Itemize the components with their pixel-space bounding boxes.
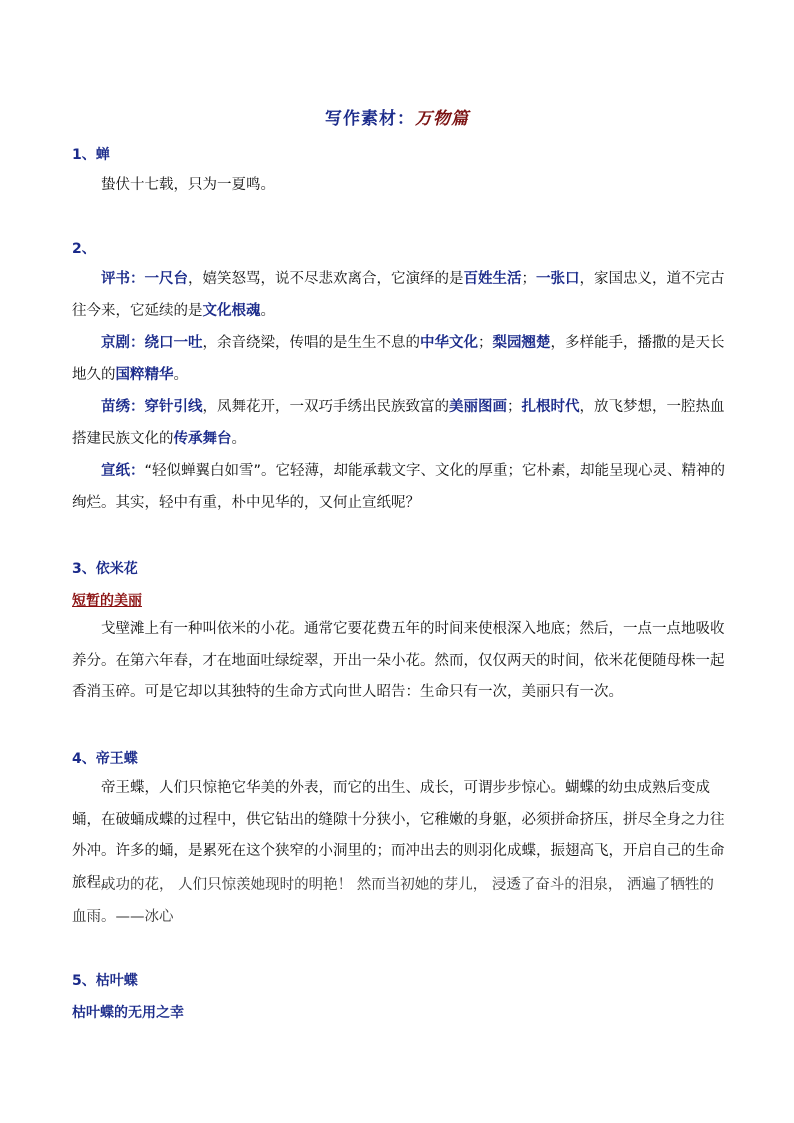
section-1-text: 蛰伏十七载，只为一夏鸣。	[101, 177, 275, 193]
text: ，多样能手，播撒的是天长地久的	[72, 335, 725, 383]
label-jingju: 京剧：	[101, 335, 145, 351]
label-miaoxiu: 苗绣：	[101, 399, 145, 415]
section-4-paragraph-1: 帝王蝶，人们只惊艳它华美的外表，而它的出生、成长，可谓步步惊心。蝴蝶的幼虫成熟后变成蛹，在破蛹成蝶的过程中，供它钻出的缝隙十分狭小，它稚嫩的身躯，必须拼命挤压，拼尽全身之力往外冲。许多的蛹，是累死在这个狭窄的小洞里的；而冲出去的则羽化成蝶，振翅高飞，开启自己的生命旅程。	[72, 780, 725, 891]
text: ；	[478, 335, 493, 351]
page-title	[0, 104, 794, 129]
phrase: 一张口	[536, 271, 580, 287]
text: ，放飞梦想，一腔热血搭建民族文化的	[72, 399, 725, 447]
section-2-paragraph-4	[72, 456, 728, 519]
title-main: 万物篇	[415, 109, 469, 129]
section-4-quote: 成功的花， 人们只惊羡她现时的明艳！ 然而当初她的芽儿， 浸透了奋斗的泪泉， 洒遍了牺牲的血雨。——冰心	[72, 877, 714, 925]
phrase: 文化根魂	[202, 302, 261, 319]
section-2-heading: 2、	[72, 241, 96, 257]
text: 。	[231, 430, 246, 447]
text: ，嬉笑怒骂，说不尽悲欢离合，它演绎的是	[188, 271, 464, 287]
text: ；	[521, 271, 536, 287]
text: ，余音绕梁，传唱的是生生不息的	[202, 335, 420, 351]
phrase: 绕口一吐	[144, 335, 203, 351]
section-2-paragraph-2	[72, 328, 728, 391]
phrase: 扎根时代	[521, 399, 580, 415]
text: 。	[173, 366, 188, 383]
text: 。	[260, 302, 275, 319]
title-prefix: 写作素材：	[325, 109, 415, 129]
text: “轻似蝉翼白如雪”。它轻薄，却能承载文字、文化的厚重；它朴素，却能呈现心灵、精神的绚烂。其实，轻中有重，朴中见华的，又何止宣纸呢？	[72, 463, 726, 511]
section-5-subtitle: 枯叶蝶的无用之幸	[72, 1005, 184, 1021]
phrase: 国粹精华	[115, 366, 174, 383]
section-5-heading: 5、枯叶蝶	[72, 973, 138, 989]
section-3-subtitle: 短暂的美丽	[72, 593, 142, 609]
phrase: 中华文化	[420, 335, 478, 351]
phrase: 一尺台	[144, 271, 188, 287]
label-xuanzhi: 宣纸：	[101, 463, 145, 479]
phrase: 穿针引线	[144, 399, 203, 415]
phrase: 百姓生活	[463, 271, 522, 287]
phrase: 美丽图画	[449, 399, 507, 415]
section-3-heading: 3、依米花	[72, 561, 138, 577]
label-pingshu: 评书：	[101, 271, 145, 287]
section-2-paragraph-1	[72, 264, 728, 327]
phrase: 传承舞台	[173, 430, 232, 447]
phrase: 梨园翘楚	[492, 335, 551, 351]
text: ，家国忠义，道不完古往今来，它延续的是	[72, 271, 725, 319]
text: ；	[507, 399, 522, 415]
section-3-text: 戈壁滩上有一种叫依米的小花。通常它要花费五年的时间来使根深入地底；然后，一点一点地吸收养分。在第六年春，才在地面吐绿绽翠，开出一朵小花。然而，仅仅两天的时间，依米花便随母株一起香消玉碎。可是它却以其独特的生命方式向世人昭告：生命只有一次，美丽只有一次。	[72, 621, 725, 700]
text: ，凤舞花开，一双巧手绣出民族致富的	[202, 399, 449, 415]
section-1-heading: 1、蝉	[72, 147, 110, 163]
section-2-paragraph-3	[72, 392, 728, 455]
section-4-heading: 4、帝王蝶	[72, 751, 138, 767]
